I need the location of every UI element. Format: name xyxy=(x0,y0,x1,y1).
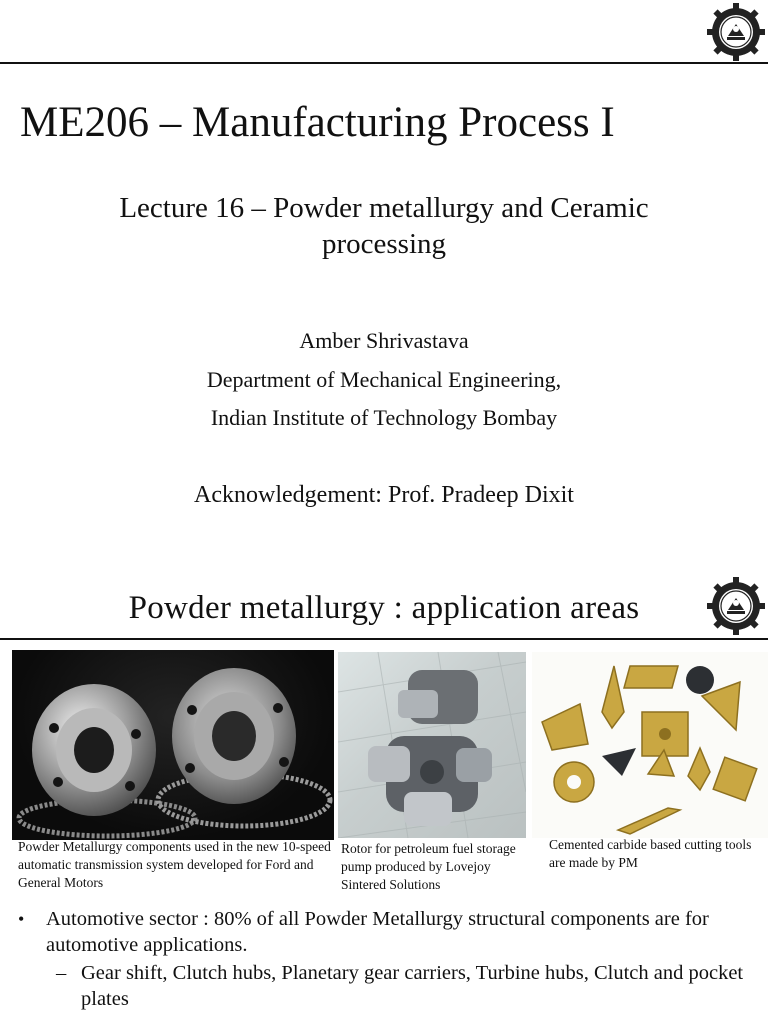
caption-carbide-tools: Cemented carbide based cutting tools are made by PM xyxy=(549,837,752,870)
lecture-title: Lecture 16 – Powder metallurgy and Ceramic processing xyxy=(119,192,649,260)
application-areas-slide xyxy=(0,576,768,1024)
institute-logo-icon xyxy=(706,576,766,636)
carbide-tools-photo xyxy=(532,652,768,838)
header-rule xyxy=(0,62,768,64)
header-rule xyxy=(0,638,768,640)
department-name: Department of Mechanical Engineering, xyxy=(206,367,562,392)
course-title: ME206 – Manufacturing Process I xyxy=(20,99,615,146)
institute-name: Indian Institute of Technology Bombay xyxy=(210,405,558,430)
caption-transmission: Powder Metallurgy components used in the new 10-speed automatic transmission system developed for Ford and General Motors xyxy=(18,839,331,890)
institute-logo-icon xyxy=(706,2,766,62)
author-name: Amber Shrivastava xyxy=(299,328,469,353)
transmission-components-photo xyxy=(12,650,334,840)
list-item xyxy=(18,906,758,958)
caption-rotor: Rotor for petroleum fuel storage pump produced by Lovejoy Sintered Solutions xyxy=(341,841,516,892)
sub-list-item xyxy=(18,960,758,1012)
en-dash-icon: – xyxy=(56,962,67,984)
slide-title: Powder metallurgy : application areas xyxy=(128,590,640,626)
acknowledgement: Acknowledgement: Prof. Pradeep Dixit xyxy=(194,482,574,508)
bullet-dot-icon: • xyxy=(18,909,25,929)
bullet-text: Automotive sector : 80% of all Powder Metallurgy structural components are for automotive applications. xyxy=(46,908,709,956)
sub-bullet-text: Gear shift, Clutch hubs, Planetary gear carriers, Turbine hubs, Clutch and pocket plates xyxy=(81,962,744,1010)
bullet-list xyxy=(18,906,758,1012)
pump-rotor-photo xyxy=(338,652,526,838)
